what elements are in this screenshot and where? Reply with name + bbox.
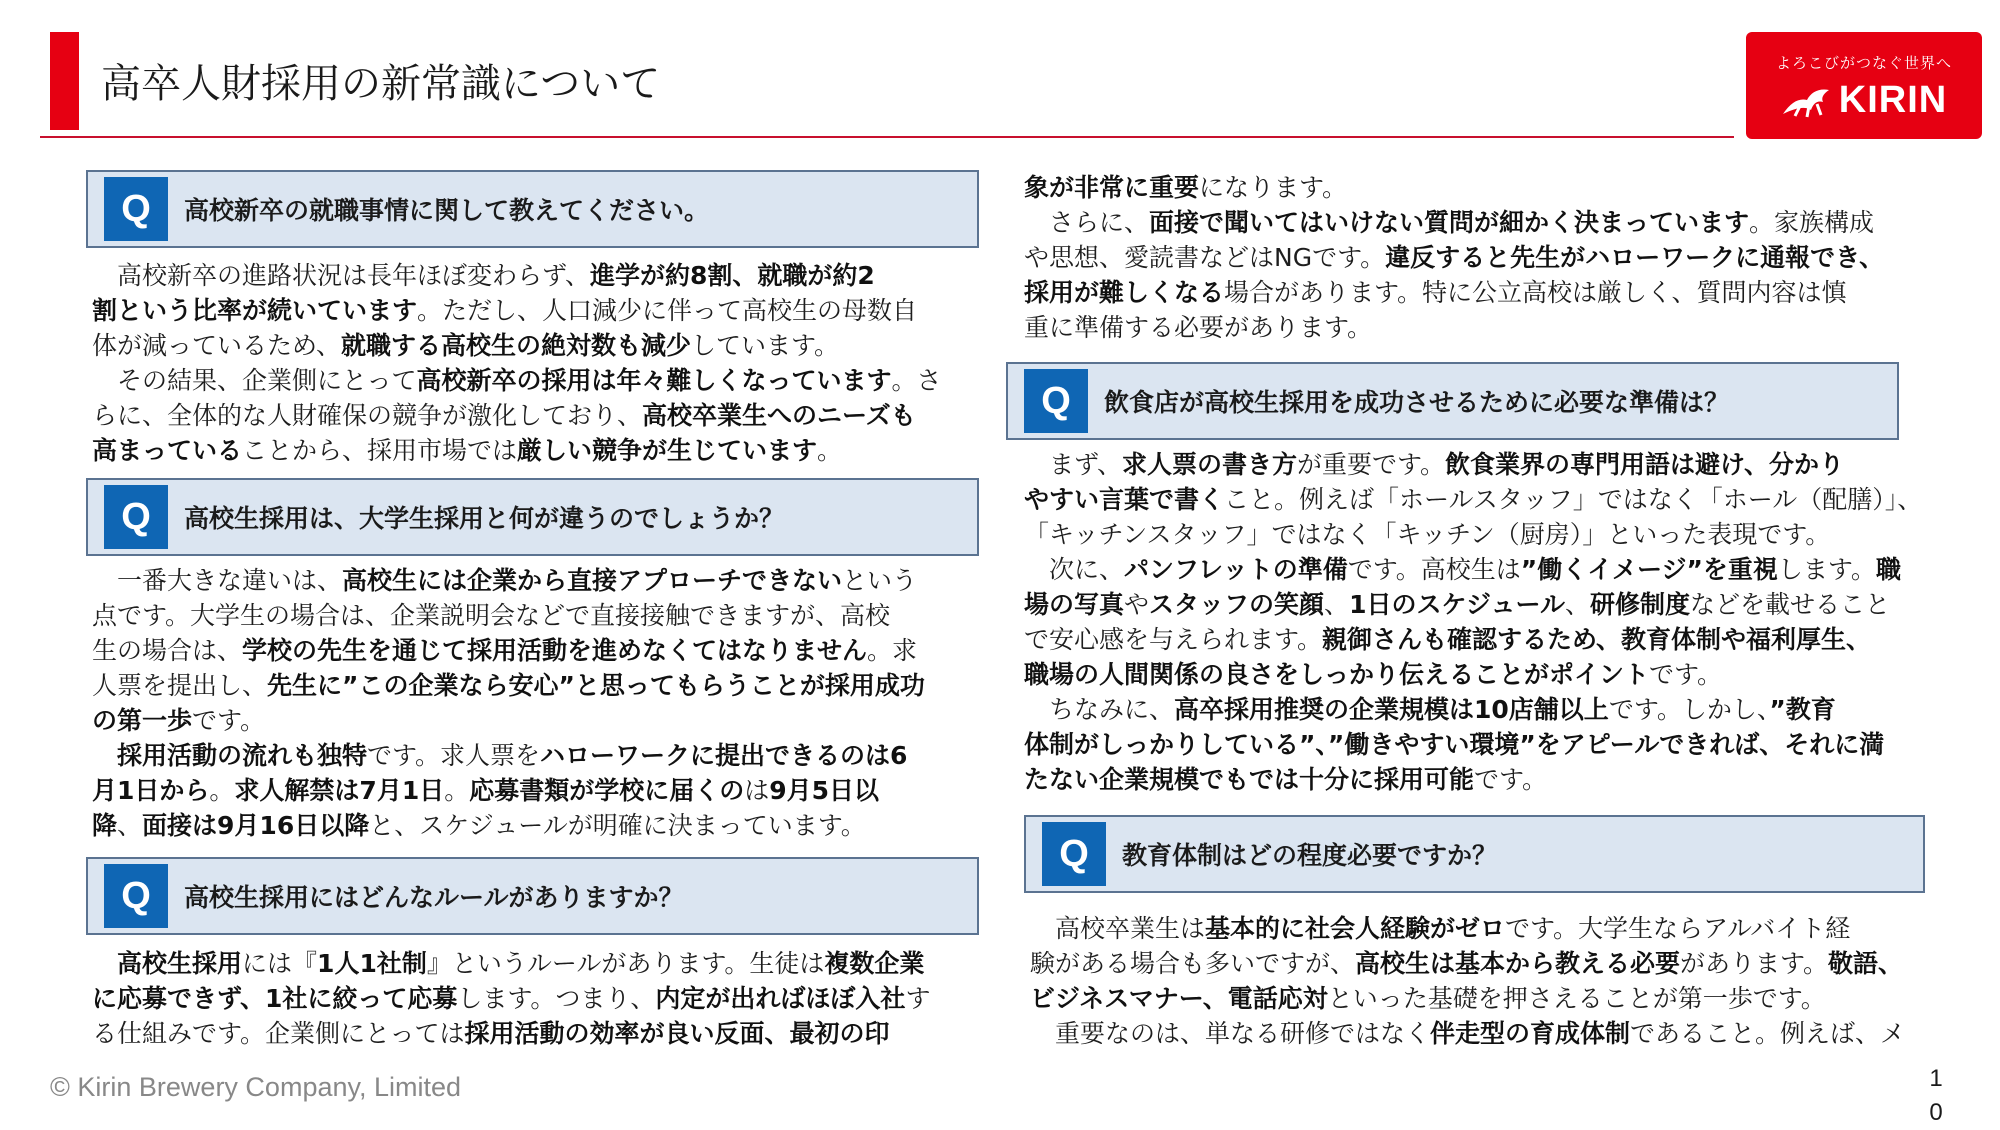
- emphasis-text: 飲食業界の専門用語は避け、分かり: [1445, 450, 1845, 479]
- text-line: [1024, 552, 1922, 587]
- body-text: です。求人票を: [367, 741, 541, 770]
- emphasis-text: 採用活動の効率が良い反面、最初の印: [464, 1019, 890, 1048]
- emphasis-text: ”教育: [1769, 695, 1836, 724]
- text-line: [1024, 517, 1922, 552]
- q-badge: Q: [104, 485, 168, 549]
- body-text: や思想、愛読書などはNGです。: [1024, 243, 1386, 272]
- body-text: 重に準備する必要があります。: [1024, 313, 1373, 342]
- emphasis-text: 高校生は基本から教える必要: [1355, 949, 1681, 978]
- body-text: その結果、企業側にとって: [92, 366, 417, 395]
- body-text: まず、: [1024, 450, 1123, 479]
- emphasis-text: 応募書類が学校に届くの: [469, 776, 745, 805]
- body-text: 、: [1324, 590, 1350, 619]
- body-text: があります。: [1680, 949, 1829, 978]
- body-text: [92, 741, 117, 770]
- body-text: です。高校生は: [1347, 555, 1521, 584]
- body-text: 高校卒業生は: [1030, 914, 1206, 943]
- text-line: [92, 1016, 930, 1051]
- emphasis-text: 高まっている: [92, 436, 243, 465]
- copyright: © Kirin Brewery Company, Limited: [50, 1072, 462, 1102]
- emphasis-text: 1人1社制: [317, 949, 427, 978]
- text-line: [1024, 587, 1922, 622]
- body-text: 生の場合は、: [92, 636, 243, 665]
- body-text: 「キッチンスタッフ」ではなく「キッチン（厨房）」といった表現です。: [1024, 520, 1831, 549]
- emphasis-text: の第一歩: [92, 706, 193, 735]
- q-badge: Q: [104, 864, 168, 928]
- page-number: [1926, 1062, 1946, 1130]
- emphasis-text: 月1日から: [92, 776, 210, 805]
- text-line: [92, 328, 942, 363]
- emphasis-text: 面接は9月16日以降: [142, 811, 370, 840]
- text-line: [92, 633, 925, 668]
- answer-5: [1030, 911, 1905, 1051]
- emphasis-text: ”働くイメージ”を重視: [1520, 555, 1778, 584]
- body-text: します。つまり、: [457, 984, 656, 1013]
- text-line: [1030, 911, 1905, 946]
- q-badge: Q: [104, 177, 168, 241]
- emphasis-text: 研修制度: [1589, 590, 1690, 619]
- emphasis-text: 高卒採用推奨の企業規模は10店舗以上: [1174, 695, 1609, 724]
- text-line: [1024, 240, 1884, 275]
- body-text: や: [1124, 590, 1150, 619]
- text-line: [92, 598, 925, 633]
- emphasis-text: 象が非常に重要: [1024, 173, 1200, 202]
- text-line: [1030, 981, 1905, 1016]
- logo-tagline: よろこびがつなぐ世界へ: [1775, 54, 1952, 72]
- emphasis-text: 降: [92, 811, 118, 840]
- text-line: [1024, 762, 1922, 797]
- kirin-logo: [1746, 32, 1982, 139]
- text-line: [1024, 447, 1922, 482]
- emphasis-text: 基本的に社会人経験がゼロ: [1205, 914, 1506, 943]
- body-text: です。: [1474, 765, 1548, 794]
- question-text: 飲食店が高校生採用を成功させるために必要な準備は？: [1104, 388, 1730, 417]
- body-text: 一番大きな違いは、: [92, 566, 343, 595]
- question-box-2: [86, 478, 979, 556]
- text-line: [1024, 170, 1884, 205]
- page-title: 高卒人財採用の新常識について: [101, 61, 661, 107]
- text-line: [92, 946, 930, 981]
- emphasis-text: 職場の人間関係の良さをしっかり伝えることがポイント: [1024, 660, 1650, 689]
- emphasis-text: 就職する高校生の絶対数も減少: [341, 331, 692, 360]
- body-text: こと。例えば「ホールスタッフ」ではなく「ホール（配膳）」、: [1224, 485, 1923, 514]
- title-accent-bar: [50, 32, 79, 130]
- answer-1: [92, 258, 942, 468]
- body-text: 場合があります。特に公立高校は厳しく、質問内容は慎: [1224, 278, 1847, 307]
- body-text: 、: [1564, 590, 1590, 619]
- emphasis-text: 採用活動の流れも独特: [117, 741, 368, 770]
- emphasis-text: 採用が難しくなる: [1024, 278, 1225, 307]
- emphasis-text: 面接で聞いてはいけない質問が細かく決まっています: [1149, 208, 1750, 237]
- emphasis-text: 高校生には企業から直接アプローチできない: [342, 566, 843, 595]
- emphasis-text: 体制がしっかりしている”、”働きやすい環境”をアピールできれば、それに満: [1024, 730, 1885, 759]
- answer-3: [92, 946, 930, 1051]
- body-text: 。: [444, 776, 470, 805]
- emphasis-text: やすい言葉で書く: [1024, 485, 1225, 514]
- body-text: 高校新卒の進路状況は長年ほぼ変わらず、: [92, 261, 591, 290]
- emphasis-text: 9月5日以: [769, 776, 880, 805]
- body-text: 。求: [867, 636, 918, 665]
- emphasis-text: たない企業規模でもでは十分に採用可能: [1024, 765, 1475, 794]
- question-box-1: [86, 170, 979, 248]
- answer-4: [1024, 447, 1922, 797]
- body-text: などを載せること: [1690, 590, 1891, 619]
- body-text: さらに、: [1024, 208, 1150, 237]
- title-divider: [40, 136, 1734, 138]
- text-line: [1024, 310, 1884, 345]
- body-text: 。: [209, 776, 235, 805]
- question-box-5: [1024, 815, 1925, 893]
- emphasis-text: 職: [1875, 555, 1901, 584]
- emphasis-text: 高校生採用: [117, 949, 243, 978]
- text-line: [1024, 692, 1922, 727]
- emphasis-text: 内定が出ればほぼ入社: [655, 984, 906, 1013]
- text-line: [92, 363, 942, 398]
- logo-row: [1746, 79, 1982, 122]
- emphasis-text: スタッフの笑顔: [1149, 590, 1325, 619]
- body-text: は: [744, 776, 770, 805]
- text-line: [1024, 622, 1922, 657]
- text-line: [92, 738, 925, 773]
- body-text: で安心感を与えられます。: [1024, 625, 1323, 654]
- text-line: [92, 563, 925, 598]
- body-text: です。: [192, 706, 266, 735]
- text-line: [1030, 946, 1905, 981]
- body-text: らに、全体的な人財確保の競争が激化しており、: [92, 401, 643, 430]
- text-line: [92, 703, 925, 738]
- body-text: 重要なのは、単なる研修ではなく: [1030, 1019, 1431, 1048]
- body-text: と、スケジュールが明確に決まっています。: [369, 811, 866, 840]
- text-line: [92, 773, 925, 808]
- text-line: [1024, 727, 1922, 762]
- body-text: ちなみに、: [1024, 695, 1175, 724]
- text-line: [1024, 205, 1884, 240]
- text-line: [92, 981, 930, 1016]
- question-text: 高校生採用は、大学生採用と何が違うのでしょうか？: [184, 504, 785, 533]
- emphasis-text: に応募できず、1社に絞って応募: [92, 984, 458, 1013]
- emphasis-text: 敬語、: [1828, 949, 1904, 978]
- question-box-3: [86, 857, 979, 935]
- emphasis-text: 違反すると先生がハローワークに通報でき、: [1385, 243, 1885, 272]
- q-badge: Q: [1024, 369, 1088, 433]
- emphasis-text: 求人解禁は7月1日: [234, 776, 445, 805]
- body-text: 体が減っているため、: [92, 331, 342, 360]
- body-text: という: [842, 566, 918, 595]
- text-line: [92, 808, 925, 843]
- text-line: [92, 398, 942, 433]
- emphasis-text: 親御さんも確認するため、教育体制や福利厚生、: [1322, 625, 1872, 654]
- emphasis-text: 複数企業: [824, 949, 925, 978]
- emphasis-text: 進学が約8割、就職が約2: [590, 261, 875, 290]
- body-text: には『: [242, 949, 318, 978]
- body-text: といった基礎を押さえることが第一歩です。: [1327, 984, 1826, 1013]
- kirin-mark-icon: [1781, 84, 1833, 118]
- text-line: [1024, 657, 1922, 692]
- answer-3-continued: [1024, 170, 1884, 345]
- body-text: が重要です。: [1297, 450, 1446, 479]
- emphasis-text: パンフレットの準備: [1124, 555, 1348, 584]
- body-text: 、: [117, 811, 143, 840]
- question-text: 高校新卒の就職事情に関して教えてください。: [184, 196, 710, 225]
- emphasis-text: 学校の先生を通じて採用活動を進めなくてはなりません: [242, 636, 868, 665]
- page-number-digit: 1: [1929, 1065, 1943, 1092]
- body-text: 』というルールがあります。生徒は: [426, 949, 825, 978]
- body-text: 次に、: [1024, 555, 1125, 584]
- emphasis-text: 厳しい競争が生じています: [517, 436, 818, 465]
- body-text: 。ただし、人口減少に伴って高校生の母数自: [417, 296, 918, 325]
- text-line: [92, 293, 942, 328]
- body-text: しています。: [691, 331, 840, 360]
- body-text: 。さ: [891, 366, 942, 395]
- page-number-digit: 0: [1929, 1099, 1943, 1126]
- emphasis-text: ハローワークに提出できるのは6: [540, 741, 908, 770]
- emphasis-text: 求人票の書き方: [1122, 450, 1298, 479]
- text-line: [1024, 482, 1922, 517]
- emphasis-text: 高校卒業生へのニーズも: [642, 401, 916, 430]
- emphasis-text: 1日のスケジュール: [1349, 590, 1565, 619]
- body-text: です。しかし、: [1608, 695, 1770, 724]
- body-text: します。: [1777, 555, 1876, 584]
- q-badge: Q: [1042, 822, 1106, 886]
- emphasis-text: 伴走型の育成体制: [1430, 1019, 1631, 1048]
- text-line: [92, 258, 942, 293]
- emphasis-text: 割という比率が続いています: [92, 296, 418, 325]
- body-text: 験がある場合も多いですが、: [1030, 949, 1356, 978]
- emphasis-text: 場の写真: [1024, 590, 1125, 619]
- body-text: ことから、採用市場では: [242, 436, 518, 465]
- emphasis-text: 高校新卒の採用は年々難しくなっています: [416, 366, 892, 395]
- body-text: です。大学生ならアルバイト経: [1505, 914, 1851, 943]
- body-text: であること。例えば、メ: [1630, 1019, 1906, 1048]
- body-text: [92, 949, 117, 978]
- emphasis-text: ビジネスマナー、電話応対: [1030, 984, 1328, 1013]
- answer-2: [92, 563, 925, 843]
- body-text: す: [905, 984, 931, 1013]
- question-box-4: [1006, 362, 1899, 440]
- body-text: る仕組みです。企業側にとっては: [92, 1019, 465, 1048]
- text-line: [92, 433, 942, 468]
- text-line: [92, 668, 925, 703]
- body-text: になります。: [1199, 173, 1348, 202]
- question-text: 高校生採用にはどんなルールがありますか？: [184, 883, 684, 912]
- body-text: 。: [817, 436, 843, 465]
- text-line: [1030, 1016, 1905, 1051]
- body-text: 。家族構成: [1749, 208, 1875, 237]
- question-text: 教育体制はどの程度必要ですか？: [1122, 841, 1498, 870]
- emphasis-text: 先生に”この企業なら安心”と思ってもらうことが採用成功: [267, 671, 925, 700]
- body-text: 点です。大学生の場合は、企業説明会などで直接接触できますが、高校: [92, 601, 891, 630]
- body-text: 人票を提出し、: [92, 671, 268, 700]
- body-text: です。: [1649, 660, 1723, 689]
- text-line: [1024, 275, 1884, 310]
- logo-wordmark: KIRIN: [1838, 79, 1948, 121]
